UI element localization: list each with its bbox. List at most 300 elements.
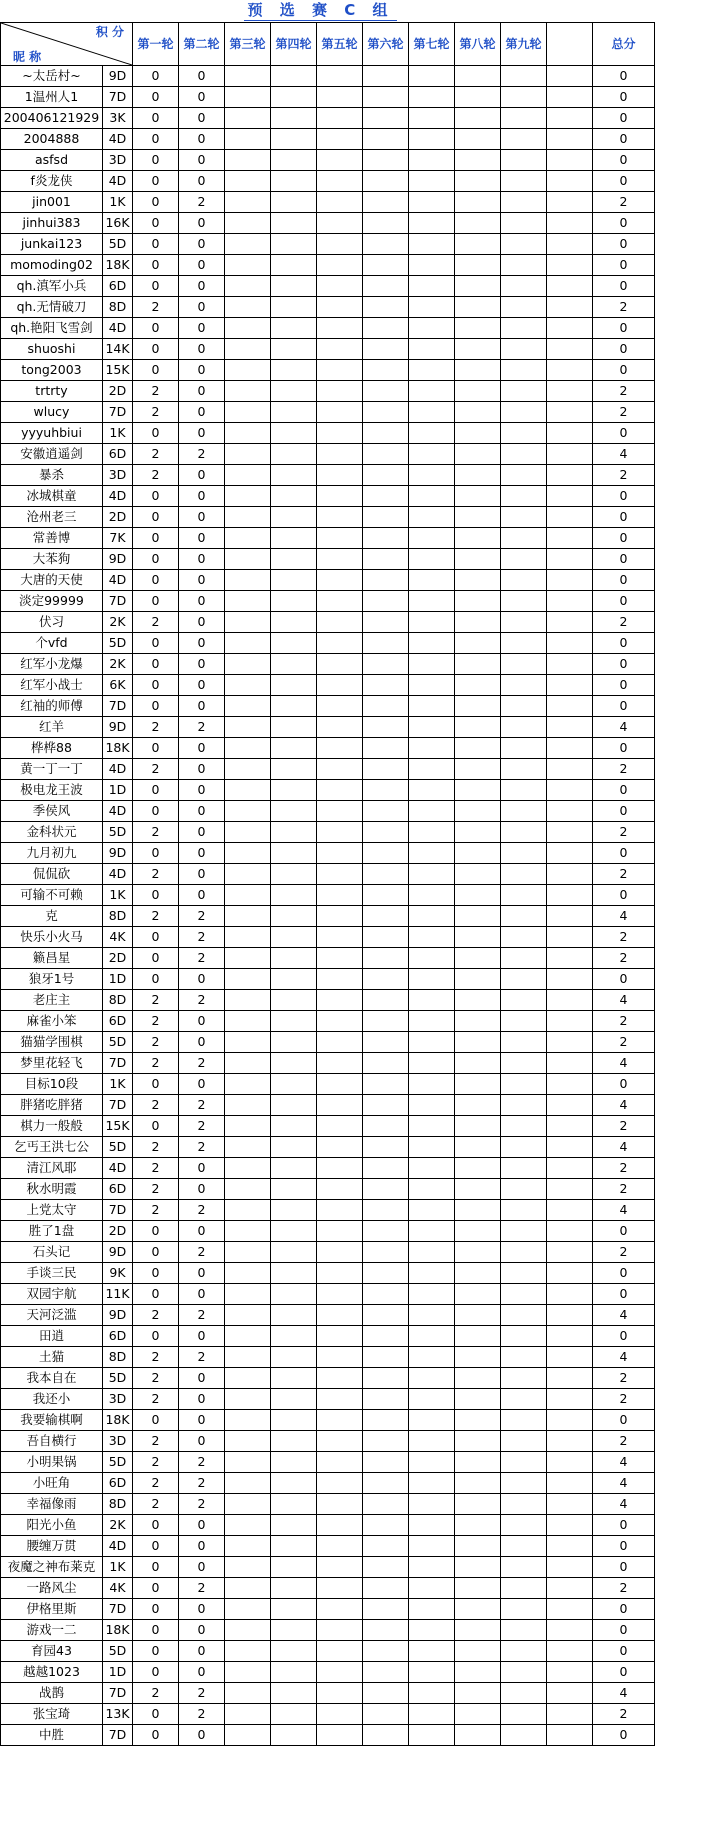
round-3-score bbox=[225, 1158, 271, 1179]
round-6-score bbox=[363, 1725, 409, 1746]
round-2-score: 2 bbox=[179, 1452, 225, 1473]
round-4-score bbox=[271, 1368, 317, 1389]
table-row bbox=[1, 1053, 655, 1074]
round-2-score: 2 bbox=[179, 1200, 225, 1221]
table-row bbox=[1, 1389, 655, 1410]
player-rank: 4D bbox=[103, 801, 133, 822]
total-score: 4 bbox=[593, 906, 655, 927]
round-8-score bbox=[455, 1347, 501, 1368]
round-2-score: 0 bbox=[179, 1368, 225, 1389]
round-4-score bbox=[271, 1200, 317, 1221]
round-7-score bbox=[409, 528, 455, 549]
round-3-score bbox=[225, 1095, 271, 1116]
round-3-score bbox=[225, 150, 271, 171]
total-score: 2 bbox=[593, 948, 655, 969]
player-name: 红军小战士 bbox=[1, 675, 103, 696]
round-5-score bbox=[317, 1620, 363, 1641]
round-5-score bbox=[317, 1347, 363, 1368]
round-2-score: 0 bbox=[179, 1011, 225, 1032]
round-6-header: 第六轮 bbox=[363, 23, 409, 66]
round-4-score bbox=[271, 360, 317, 381]
round-9-score bbox=[501, 1368, 547, 1389]
round-5-score bbox=[317, 906, 363, 927]
round-8-score bbox=[455, 213, 501, 234]
round-5-score bbox=[317, 276, 363, 297]
round-4-score bbox=[271, 1410, 317, 1431]
round-1-score: 0 bbox=[133, 486, 179, 507]
round-4-score bbox=[271, 297, 317, 318]
round-9-score bbox=[501, 360, 547, 381]
round-9-score bbox=[501, 66, 547, 87]
round-9-score bbox=[501, 87, 547, 108]
spacer-cell bbox=[547, 1704, 593, 1725]
round-2-score: 0 bbox=[179, 1620, 225, 1641]
player-rank: 8D bbox=[103, 906, 133, 927]
spacer-cell bbox=[547, 213, 593, 234]
round-3-score bbox=[225, 1347, 271, 1368]
round-7-score bbox=[409, 738, 455, 759]
round-4-score bbox=[271, 1053, 317, 1074]
round-6-score bbox=[363, 1221, 409, 1242]
round-2-score: 0 bbox=[179, 738, 225, 759]
player-rank: 4D bbox=[103, 318, 133, 339]
player-rank: 1D bbox=[103, 1662, 133, 1683]
round-3-score bbox=[225, 255, 271, 276]
total-score: 0 bbox=[593, 150, 655, 171]
round-4-score bbox=[271, 1242, 317, 1263]
round-4-score bbox=[271, 927, 317, 948]
round-2-score: 0 bbox=[179, 1179, 225, 1200]
round-9-score bbox=[501, 822, 547, 843]
player-rank: 4K bbox=[103, 927, 133, 948]
total-score: 0 bbox=[593, 1557, 655, 1578]
spacer-cell bbox=[547, 1683, 593, 1704]
round-9-score bbox=[501, 948, 547, 969]
round-8-score bbox=[455, 1200, 501, 1221]
round-6-score bbox=[363, 1473, 409, 1494]
round-5-score bbox=[317, 1641, 363, 1662]
spacer-cell bbox=[547, 465, 593, 486]
total-score: 0 bbox=[593, 213, 655, 234]
round-9-score bbox=[501, 717, 547, 738]
player-name: 吾自横行 bbox=[1, 1431, 103, 1452]
round-1-score: 0 bbox=[133, 1725, 179, 1746]
player-rank: 5D bbox=[103, 1452, 133, 1473]
round-1-score: 0 bbox=[133, 675, 179, 696]
player-name: 可输不可赖 bbox=[1, 885, 103, 906]
round-8-score bbox=[455, 570, 501, 591]
player-rank: 2D bbox=[103, 1221, 133, 1242]
round-5-score bbox=[317, 591, 363, 612]
table-row bbox=[1, 1284, 655, 1305]
player-rank: 4D bbox=[103, 1158, 133, 1179]
round-9-score bbox=[501, 1557, 547, 1578]
round-1-score: 0 bbox=[133, 1557, 179, 1578]
round-2-score: 0 bbox=[179, 234, 225, 255]
round-2-score: 0 bbox=[179, 213, 225, 234]
spacer-cell bbox=[547, 528, 593, 549]
round-1-header: 第一轮 bbox=[133, 23, 179, 66]
round-9-score bbox=[501, 1662, 547, 1683]
spacer-cell bbox=[547, 1347, 593, 1368]
round-6-score bbox=[363, 528, 409, 549]
player-rank: 4D bbox=[103, 171, 133, 192]
round-4-score bbox=[271, 1389, 317, 1410]
round-6-score bbox=[363, 1242, 409, 1263]
round-6-score bbox=[363, 1431, 409, 1452]
spacer-cell bbox=[547, 1557, 593, 1578]
round-7-score bbox=[409, 1011, 455, 1032]
player-name: qh.滇军小兵 bbox=[1, 276, 103, 297]
round-9-score bbox=[501, 297, 547, 318]
spacer-cell bbox=[547, 1263, 593, 1284]
round-3-score bbox=[225, 87, 271, 108]
round-6-score bbox=[363, 633, 409, 654]
round-3-score bbox=[225, 843, 271, 864]
round-1-score: 0 bbox=[133, 213, 179, 234]
player-rank: 7D bbox=[103, 591, 133, 612]
player-name: 红袖的师傅 bbox=[1, 696, 103, 717]
total-score: 0 bbox=[593, 570, 655, 591]
spacer-cell bbox=[547, 381, 593, 402]
player-rank: 6D bbox=[103, 1011, 133, 1032]
spacer-cell bbox=[547, 1578, 593, 1599]
round-7-score bbox=[409, 1683, 455, 1704]
round-1-score: 0 bbox=[133, 591, 179, 612]
round-3-score bbox=[225, 864, 271, 885]
spacer-cell bbox=[547, 339, 593, 360]
round-9-score bbox=[501, 402, 547, 423]
round-1-score: 2 bbox=[133, 1053, 179, 1074]
round-4-score bbox=[271, 1452, 317, 1473]
score-table bbox=[0, 22, 655, 1746]
player-name: 双园宇航 bbox=[1, 1284, 103, 1305]
round-4-score bbox=[271, 1536, 317, 1557]
round-4-score bbox=[271, 192, 317, 213]
round-4-score bbox=[271, 1599, 317, 1620]
round-2-score: 0 bbox=[179, 108, 225, 129]
round-1-score: 2 bbox=[133, 1158, 179, 1179]
player-rank: 6K bbox=[103, 675, 133, 696]
round-2-score: 0 bbox=[179, 780, 225, 801]
round-1-score: 2 bbox=[133, 822, 179, 843]
round-3-score bbox=[225, 297, 271, 318]
round-3-score bbox=[225, 1389, 271, 1410]
round-9-score bbox=[501, 1704, 547, 1725]
round-9-score bbox=[501, 864, 547, 885]
round-2-score: 0 bbox=[179, 549, 225, 570]
player-rank: 8D bbox=[103, 1347, 133, 1368]
round-8-score bbox=[455, 1368, 501, 1389]
spacer-cell bbox=[547, 1305, 593, 1326]
table-row bbox=[1, 1200, 655, 1221]
round-7-score bbox=[409, 549, 455, 570]
round-2-score: 0 bbox=[179, 969, 225, 990]
player-name: 石头记 bbox=[1, 1242, 103, 1263]
round-6-score bbox=[363, 1032, 409, 1053]
table-row bbox=[1, 969, 655, 990]
round-8-score bbox=[455, 843, 501, 864]
round-7-score bbox=[409, 570, 455, 591]
round-7-score bbox=[409, 150, 455, 171]
player-rank: 7D bbox=[103, 87, 133, 108]
round-9-score bbox=[501, 1263, 547, 1284]
round-8-score bbox=[455, 969, 501, 990]
round-8-score bbox=[455, 1725, 501, 1746]
player-rank: 2D bbox=[103, 507, 133, 528]
total-score: 2 bbox=[593, 1368, 655, 1389]
total-score: 0 bbox=[593, 1662, 655, 1683]
round-5-score bbox=[317, 948, 363, 969]
player-rank: 9D bbox=[103, 549, 133, 570]
total-score: 2 bbox=[593, 1704, 655, 1725]
round-7-score bbox=[409, 822, 455, 843]
round-1-score: 0 bbox=[133, 1221, 179, 1242]
round-4-score bbox=[271, 528, 317, 549]
round-8-score bbox=[455, 885, 501, 906]
round-5-score bbox=[317, 1368, 363, 1389]
round-6-score bbox=[363, 1557, 409, 1578]
round-8-score bbox=[455, 948, 501, 969]
round-6-score bbox=[363, 465, 409, 486]
round-9-score bbox=[501, 549, 547, 570]
player-rank: 9K bbox=[103, 1263, 133, 1284]
round-8-score bbox=[455, 1242, 501, 1263]
round-5-score bbox=[317, 150, 363, 171]
player-rank: 1K bbox=[103, 1074, 133, 1095]
round-3-score bbox=[225, 528, 271, 549]
table-row bbox=[1, 717, 655, 738]
round-5-score bbox=[317, 129, 363, 150]
player-name: 伏习 bbox=[1, 612, 103, 633]
player-name: 一路风尘 bbox=[1, 1578, 103, 1599]
round-6-score bbox=[363, 1200, 409, 1221]
spacer-cell bbox=[547, 507, 593, 528]
spacer-cell bbox=[547, 108, 593, 129]
round-9-score bbox=[501, 213, 547, 234]
round-6-score bbox=[363, 150, 409, 171]
round-9-score bbox=[501, 906, 547, 927]
round-8-score bbox=[455, 192, 501, 213]
round-8-score bbox=[455, 633, 501, 654]
table-row bbox=[1, 822, 655, 843]
round-4-score bbox=[271, 822, 317, 843]
round-3-score bbox=[225, 1683, 271, 1704]
round-6-score bbox=[363, 1368, 409, 1389]
total-score: 0 bbox=[593, 171, 655, 192]
round-2-score: 2 bbox=[179, 1347, 225, 1368]
spacer-cell bbox=[547, 780, 593, 801]
round-5-score bbox=[317, 234, 363, 255]
player-name: 猫猫学围棋 bbox=[1, 1032, 103, 1053]
round-3-score bbox=[225, 444, 271, 465]
round-8-score bbox=[455, 339, 501, 360]
player-rank: 4D bbox=[103, 486, 133, 507]
round-7-score bbox=[409, 108, 455, 129]
round-5-score bbox=[317, 339, 363, 360]
table-row bbox=[1, 213, 655, 234]
spacer-cell bbox=[547, 360, 593, 381]
round-5-score bbox=[317, 1536, 363, 1557]
spacer-cell bbox=[547, 66, 593, 87]
spacer-cell bbox=[547, 570, 593, 591]
spacer-cell bbox=[547, 1242, 593, 1263]
round-4-score bbox=[271, 612, 317, 633]
round-7-score bbox=[409, 1389, 455, 1410]
round-5-score bbox=[317, 570, 363, 591]
round-7-score bbox=[409, 885, 455, 906]
round-3-score bbox=[225, 948, 271, 969]
round-2-score: 0 bbox=[179, 1326, 225, 1347]
round-4-score bbox=[271, 948, 317, 969]
spacer-cell bbox=[547, 1137, 593, 1158]
round-8-score bbox=[455, 675, 501, 696]
spacer-cell bbox=[547, 1095, 593, 1116]
total-score: 4 bbox=[593, 1683, 655, 1704]
spacer-cell bbox=[547, 129, 593, 150]
round-1-score: 0 bbox=[133, 1641, 179, 1662]
player-rank: 6D bbox=[103, 444, 133, 465]
player-rank: 18K bbox=[103, 738, 133, 759]
round-7-score bbox=[409, 948, 455, 969]
round-5-score bbox=[317, 1578, 363, 1599]
round-2-score: 0 bbox=[179, 843, 225, 864]
round-9-score bbox=[501, 927, 547, 948]
round-2-score: 0 bbox=[179, 759, 225, 780]
player-name: 阳光小鱼 bbox=[1, 1515, 103, 1536]
round-6-score bbox=[363, 717, 409, 738]
round-1-score: 2 bbox=[133, 1305, 179, 1326]
player-rank: 7D bbox=[103, 1200, 133, 1221]
round-5-score bbox=[317, 360, 363, 381]
player-name: 上党太守 bbox=[1, 1200, 103, 1221]
total-score: 0 bbox=[593, 255, 655, 276]
round-6-score bbox=[363, 1179, 409, 1200]
round-9-score bbox=[501, 192, 547, 213]
round-6-score bbox=[363, 1137, 409, 1158]
table-row bbox=[1, 1263, 655, 1284]
round-3-score bbox=[225, 318, 271, 339]
total-score: 0 bbox=[593, 654, 655, 675]
round-6-score bbox=[363, 213, 409, 234]
spacer-cell bbox=[547, 759, 593, 780]
round-2-score: 0 bbox=[179, 864, 225, 885]
round-5-score bbox=[317, 171, 363, 192]
player-rank: 9D bbox=[103, 717, 133, 738]
round-9-score bbox=[501, 1389, 547, 1410]
spacer-cell bbox=[547, 1494, 593, 1515]
spacer-cell bbox=[547, 444, 593, 465]
round-8-score bbox=[455, 381, 501, 402]
total-score: 0 bbox=[593, 360, 655, 381]
round-6-score bbox=[363, 654, 409, 675]
round-3-score bbox=[225, 780, 271, 801]
round-3-score bbox=[225, 1704, 271, 1725]
round-8-score bbox=[455, 1032, 501, 1053]
player-rank: 2D bbox=[103, 381, 133, 402]
round-1-score: 2 bbox=[133, 1032, 179, 1053]
player-name: wlucy bbox=[1, 402, 103, 423]
round-6-score bbox=[363, 1599, 409, 1620]
round-2-score: 0 bbox=[179, 339, 225, 360]
player-rank: 9D bbox=[103, 1305, 133, 1326]
round-1-score: 0 bbox=[133, 885, 179, 906]
table-row bbox=[1, 486, 655, 507]
round-3-score bbox=[225, 969, 271, 990]
round-4-score bbox=[271, 549, 317, 570]
spacer-cell bbox=[547, 318, 593, 339]
round-5-score bbox=[317, 654, 363, 675]
total-score: 0 bbox=[593, 1263, 655, 1284]
player-rank: 1D bbox=[103, 780, 133, 801]
total-score: 0 bbox=[593, 276, 655, 297]
spacer-cell bbox=[547, 990, 593, 1011]
round-1-score: 2 bbox=[133, 1368, 179, 1389]
round-4-score bbox=[271, 108, 317, 129]
round-9-score bbox=[501, 654, 547, 675]
round-8-score bbox=[455, 1641, 501, 1662]
player-name: 育园43 bbox=[1, 1641, 103, 1662]
round-2-score: 2 bbox=[179, 1704, 225, 1725]
round-7-score bbox=[409, 969, 455, 990]
round-3-score bbox=[225, 339, 271, 360]
round-4-score bbox=[271, 87, 317, 108]
player-rank: 13K bbox=[103, 1704, 133, 1725]
round-6-score bbox=[363, 1662, 409, 1683]
total-score: 0 bbox=[593, 129, 655, 150]
round-5-score bbox=[317, 696, 363, 717]
round-7-score bbox=[409, 465, 455, 486]
round-4-score bbox=[271, 633, 317, 654]
total-score: 2 bbox=[593, 759, 655, 780]
table-row bbox=[1, 171, 655, 192]
round-7-score bbox=[409, 1704, 455, 1725]
round-6-score bbox=[363, 885, 409, 906]
round-3-score bbox=[225, 465, 271, 486]
round-9-score bbox=[501, 969, 547, 990]
round-4-score bbox=[271, 1683, 317, 1704]
round-6-score bbox=[363, 108, 409, 129]
round-9-score bbox=[501, 1599, 547, 1620]
player-name: 天河泛滥 bbox=[1, 1305, 103, 1326]
player-name: 胖猪吃胖猪 bbox=[1, 1095, 103, 1116]
round-4-score bbox=[271, 1725, 317, 1746]
player-rank: 3D bbox=[103, 1431, 133, 1452]
round-8-score bbox=[455, 801, 501, 822]
total-score: 2 bbox=[593, 1011, 655, 1032]
round-7-score bbox=[409, 1200, 455, 1221]
round-8-score bbox=[455, 906, 501, 927]
spacer-cell bbox=[547, 1389, 593, 1410]
round-4-score bbox=[271, 1095, 317, 1116]
round-8-score bbox=[455, 654, 501, 675]
round-4-score bbox=[271, 318, 317, 339]
total-score: 2 bbox=[593, 1578, 655, 1599]
spacer-cell bbox=[547, 1452, 593, 1473]
round-5-score bbox=[317, 1473, 363, 1494]
round-6-score bbox=[363, 675, 409, 696]
round-6-score bbox=[363, 1641, 409, 1662]
table-row bbox=[1, 570, 655, 591]
round-2-score: 0 bbox=[179, 507, 225, 528]
spacer-cell bbox=[547, 171, 593, 192]
round-7-score bbox=[409, 717, 455, 738]
round-9-score bbox=[501, 1641, 547, 1662]
round-6-score bbox=[363, 255, 409, 276]
round-9-score bbox=[501, 1179, 547, 1200]
round-9-score bbox=[501, 885, 547, 906]
player-rank: 5D bbox=[103, 822, 133, 843]
